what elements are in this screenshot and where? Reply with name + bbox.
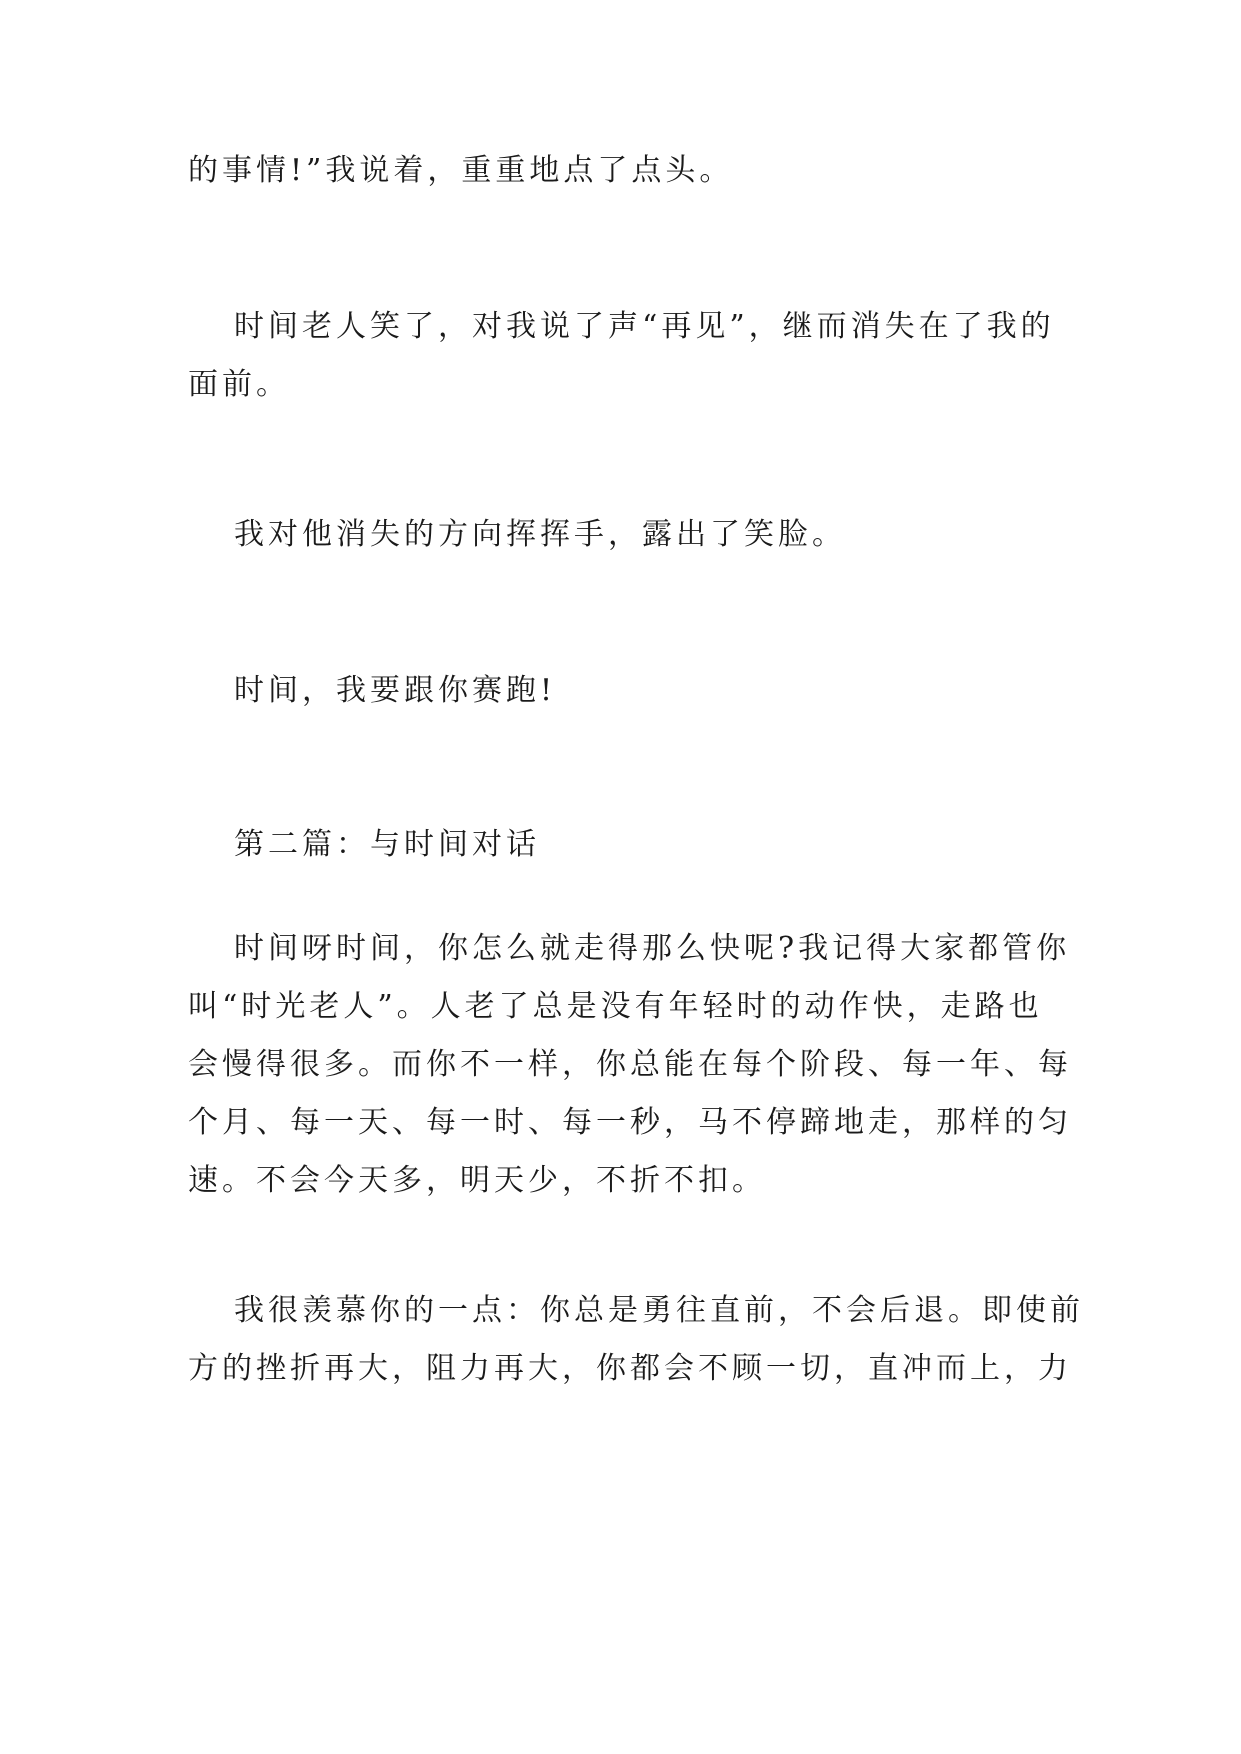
- paragraph-4: [188, 662, 1058, 720]
- paragraph-line: 面前。: [188, 367, 290, 402]
- paragraph-6: [188, 920, 1072, 1210]
- paragraph-line: 会慢得很多。而你不一样，你总能在每个阶段、每一年、每: [188, 1047, 1072, 1082]
- paragraph-line: 方的挫折再大，阻力再大，你都会不顾一切，直冲而上，力: [188, 1351, 1072, 1386]
- paragraph-line: 叫“时光老人”。人老了总是没有年轻时的动作快，走路也: [188, 989, 1043, 1024]
- paragraph-line: 我很羡慕你的一点：你总是勇往直前，不会后退。即使前: [234, 1293, 1084, 1328]
- paragraph-line: 时间老人笑了，对我说了声“再见”，继而消失在了我的: [234, 309, 1055, 344]
- paragraph-2: [188, 298, 1058, 414]
- paragraph-line: 的事情!”我说着，重重地点了点头。: [188, 153, 734, 188]
- paragraph-line: 第二篇：与时间对话: [234, 827, 540, 862]
- paragraph-1: [188, 142, 1058, 200]
- paragraph-3: [188, 506, 1058, 564]
- paragraph-line: 我对他消失的方向挥挥手，露出了笑脸。: [234, 517, 846, 552]
- paragraph-line: 速。不会今天多，明天少，不折不扣。: [188, 1163, 766, 1198]
- section-heading: [188, 816, 1058, 874]
- paragraph-7: [188, 1282, 1084, 1398]
- paragraph-line: 时间，我要跟你赛跑!: [234, 673, 557, 708]
- paragraph-line: 个月、每一天、每一时、每一秒，马不停蹄地走，那样的匀: [188, 1105, 1072, 1140]
- paragraph-line: 时间呀时间，你怎么就走得那么快呢?我记得大家都管你: [234, 931, 1071, 966]
